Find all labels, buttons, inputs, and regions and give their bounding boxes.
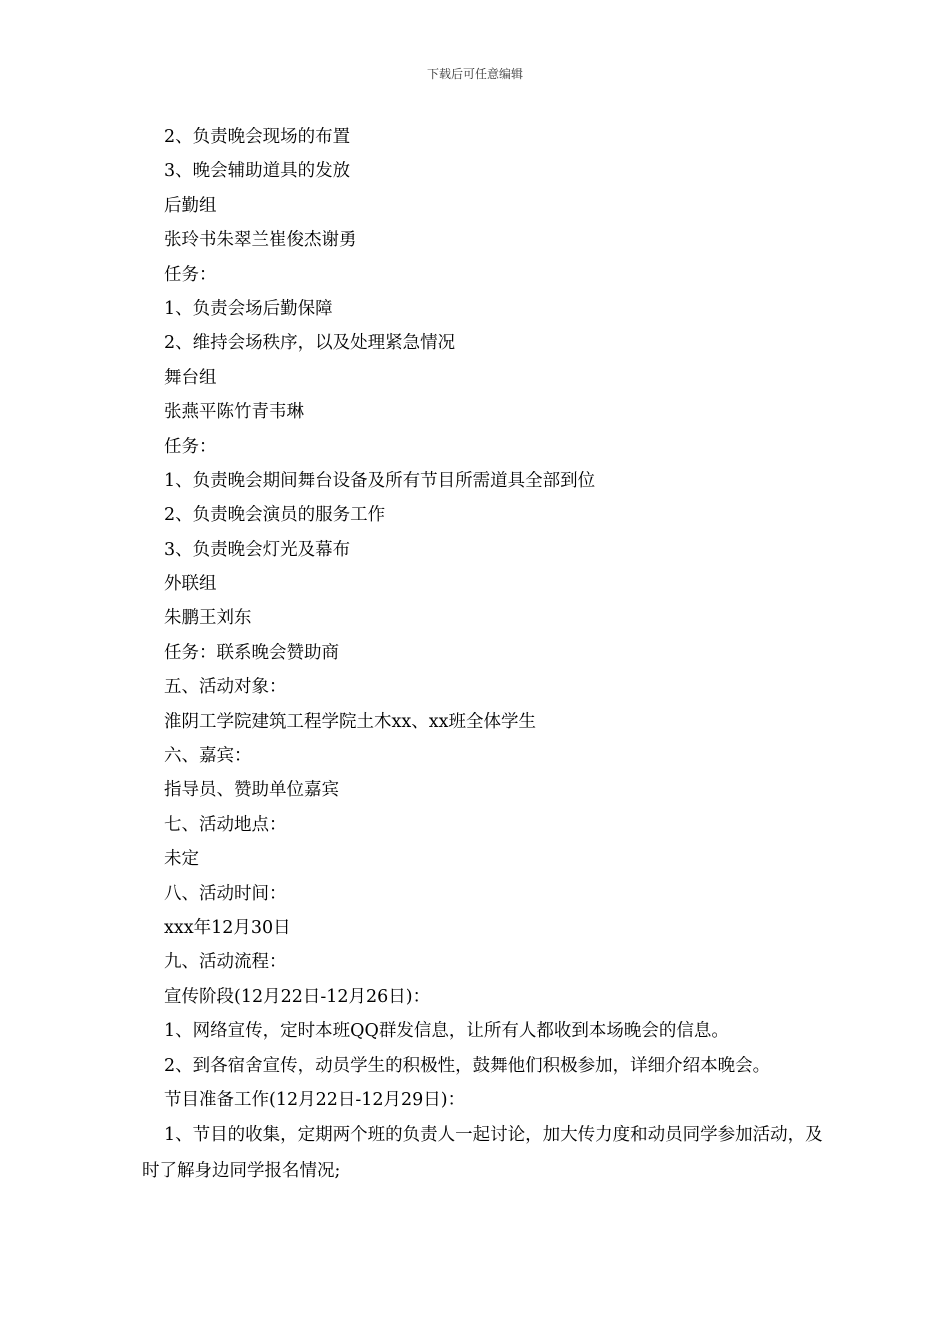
- member-names: 朱鹏王刘东: [164, 608, 252, 629]
- text-line: 2、维持会场秩序，以及处理紧急情况: [164, 333, 456, 354]
- section-heading: 外联组: [164, 574, 217, 595]
- text-line: 任务：联系晚会赞助商: [164, 642, 339, 663]
- text-line: 未定: [164, 849, 199, 870]
- page-header: 下载后可任意编辑: [426, 67, 523, 81]
- text-line: 淮阴工学院建筑工程学院土木xx、xx班全体学生: [164, 711, 536, 732]
- section-heading: 五、活动对象：: [164, 677, 287, 698]
- text-line: 宣传阶段(12月22日-12月26日)：: [164, 986, 431, 1007]
- text-line: 节目准备工作(12月22日-12月29日)：: [164, 1089, 466, 1110]
- section-heading: 八、活动时间：: [164, 883, 287, 904]
- text-line: 1、网络宣传，定时本班QQ群发信息，让所有人都收到本场晚会的信息。: [164, 1021, 729, 1042]
- document-body: [142, 120, 832, 1189]
- section-heading: 六、嘉宾：: [164, 746, 252, 767]
- section-heading: 九、活动流程：: [164, 952, 287, 973]
- text-line: 指导员、赞助单位嘉宾: [164, 780, 339, 801]
- text-line: 任务：: [164, 436, 217, 457]
- section-heading: 后勤组: [164, 195, 217, 216]
- section-heading: 七、活动地点：: [164, 814, 287, 835]
- text-line: 2、负责晚会现场的布置: [164, 127, 351, 147]
- text-line: 任务：: [164, 264, 217, 285]
- member-names: 张燕平陈竹青韦琳: [164, 402, 304, 423]
- text-line: 2、负责晚会演员的服务工作: [164, 505, 386, 526]
- section-heading: 舞台组: [164, 367, 217, 388]
- final-paragraph: 1、节目的收集，定期两个班的负责人一起讨论，加大传力度和动员同学参加活动，及时了解身边同学报名情况;: [142, 1125, 823, 1182]
- text-line: 1、负责晚会期间舞台设备及所有节目所需道具全部到位: [164, 470, 596, 491]
- text-line: 1、负责会场后勤保障: [164, 298, 333, 319]
- text-line: 2、到各宿舍宣传，动员学生的积极性，鼓舞他们积极参加，详细介绍本晚会。: [164, 1055, 771, 1076]
- member-names: 张玲书朱翠兰崔俊杰谢勇: [164, 230, 357, 251]
- text-line: xxx年12月30日: [164, 917, 291, 938]
- text-line: 3、负责晚会灯光及幕布: [164, 539, 351, 560]
- text-line: 3、晚会辅助道具的发放: [164, 161, 351, 182]
